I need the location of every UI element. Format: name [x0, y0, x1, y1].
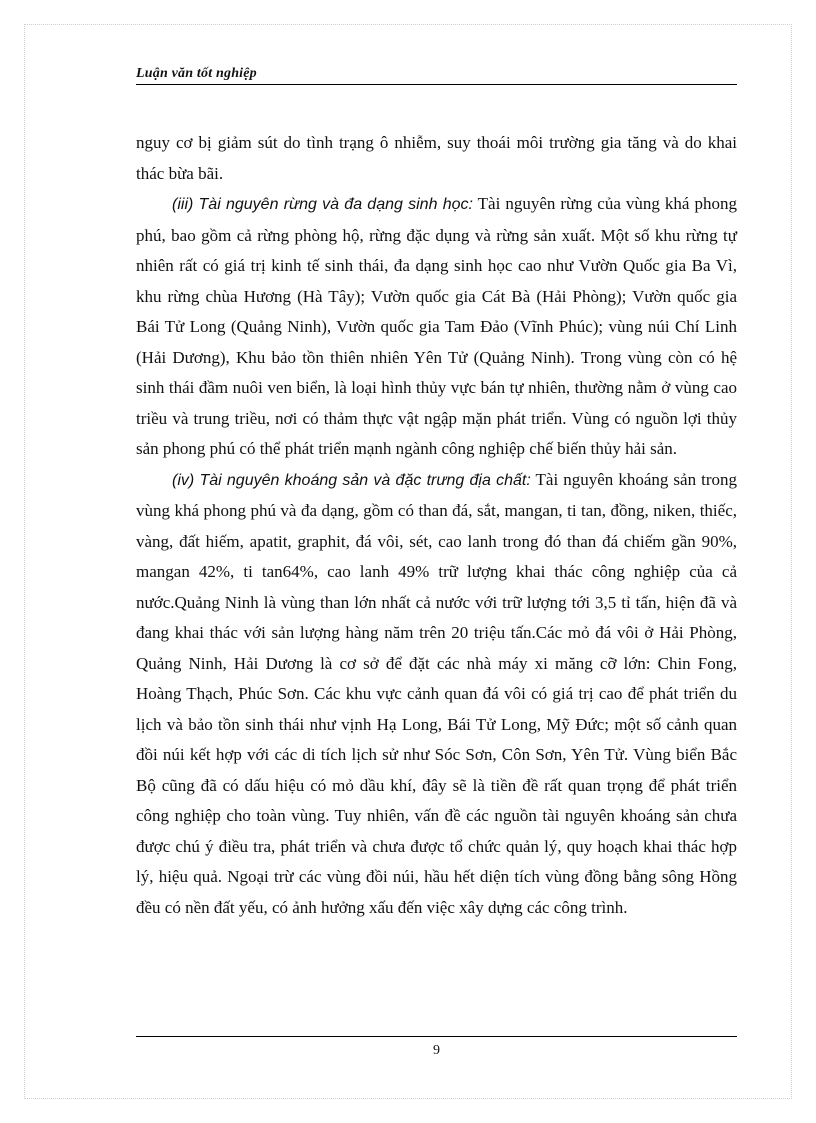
paragraph-2-heading: (iii) Tài nguyên rừng và đa dạng sinh học:	[172, 196, 473, 213]
paragraph-2	[136, 189, 737, 465]
paragraph-2-text: Tài nguyên rừng của vùng khá phong phú, bao gồm cả rừng phòng hộ, rừng đặc dụng và rừng sản xuất. Một số khu rừng tự nhiên rất có giá trị kinh tế sinh thái, đa dạng sinh học cao như Vườn Quốc gia Ba Vì, khu rừng chùa Hương (Hà Tây); Vườn quốc gia Cát Bà (Hải Phòng); Vườn quốc gia Bái Tử Long (Quảng Ninh), Vườn quốc gia Tam Đảo (Vĩnh Phúc); vùng núi Chí Linh (Hải Dương), Khu bảo tồn thiên nhiên Yên Tử (Quảng Ninh). Trong vùng còn có hệ sinh thái đầm nuôi ven biển, là loại hình thủy vực bán tự nhiên, thường nằm ở vùng cao triều và trung triều, nơi có thảm thực vật ngập mặn phát triển. Vùng có nguồn lợi thủy sản phong phú có thể phát triển mạnh ngành công nghiệp chế biến thủy hải sản.	[136, 194, 738, 458]
paragraph-3-heading: (iv) Tài nguyên khoáng sản và đặc trưng địa chất:	[172, 471, 531, 489]
running-header	[136, 64, 737, 85]
page-number: 9	[433, 1043, 440, 1058]
paragraph-3	[136, 465, 737, 924]
document-body	[136, 128, 737, 923]
footer-rule	[136, 1036, 737, 1037]
paragraph-3-text: Tài nguyên khoáng sản trong vùng khá phong phú và đa dạng, gồm có than đá, sắt, mangan, ti tan, đồng, niken, thiếc, vàng, đất hiếm, apatit, graphit, đá vôi, sét, cao lanh trong đó than đá chiếm gần 90%, mangan 42%, ti tan64%, cao lanh 49% trữ lượng khai thác công nghiệp của cả nước.Quảng Ninh là vùng than lớn nhất cả nước với trữ lượng tới 3,5 tỉ tấn, hiện đã và đang khai thác với sản lượng hàng năm trên 20 triệu tấn.Các mỏ đá vôi ở Hải Phòng, Quảng Ninh, Hải Dương là cơ sở để đặt các nhà máy xi măng cỡ lớn: Chin Fong, Hoàng Thạch, Phúc Sơn. Các khu vực cảnh quan đá vôi có giá trị cao để phát triển du lịch và bảo tồn sinh thái như vịnh Hạ Long, Bái Tử Long, Mỹ Đức; một số cảnh quan đồi núi kết hợp với các di tích lịch sử như Sóc Sơn, Côn Sơn, Yên Tử. Vùng biển Bắc Bộ cũng đã có dấu hiệu có mỏ dầu khí, đây sẽ là tiền đề rất quan trọng để phát triển công nghiệp cho toàn vùng. Tuy nhiên, vấn đề các nguồn tài nguyên khoáng sản chưa được chú ý điều tra, phát triển và chưa được tổ chức quản lý, quy hoạch khai thác hợp lý, hiệu quả. Ngoại trừ các vùng đồi núi, hầu hết diện tích vùng đồng bằng sông Hồng đều có nền đất yếu, có ảnh hưởng xấu đến việc xây dựng các công trình.	[136, 469, 738, 917]
paragraph-1: nguy cơ bị giảm sút do tình trạng ô nhiễm, suy thoái môi trường gia tăng và do khai thác bừa bãi.	[136, 133, 737, 183]
header-title: Luận văn tốt nghiệp	[136, 66, 257, 81]
